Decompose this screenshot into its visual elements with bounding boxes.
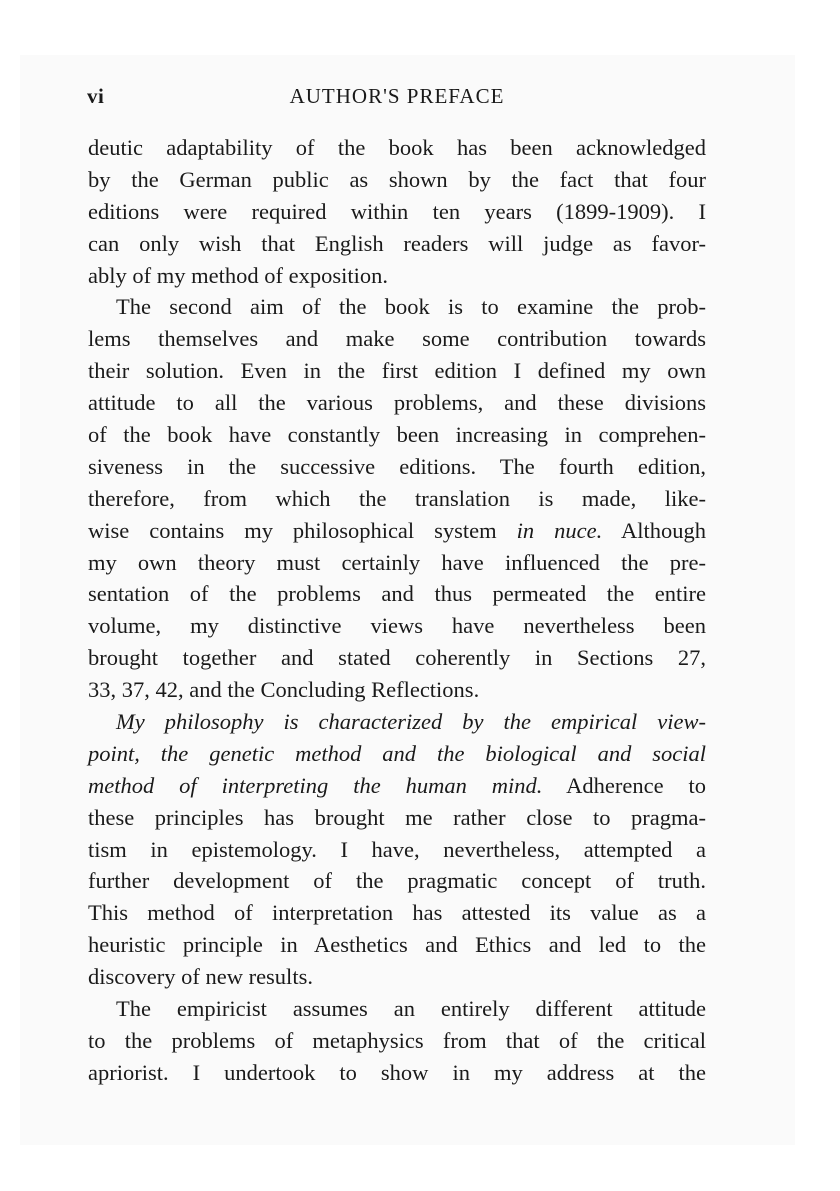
text-line: point, the genetic method and the biological and social: [88, 740, 706, 766]
text-line: apriorist. I undertook to show in my address at the: [88, 1059, 706, 1085]
text-line: discovery of new results.: [88, 964, 313, 990]
text-line: The empiricist assumes an entirely different attitude: [116, 996, 706, 1022]
text-line: editions were required within ten years (1899-1909). I: [88, 198, 706, 224]
text-line: brought together and stated coherently in Sections 27,: [88, 645, 706, 671]
text-line: wise contains my philosophical system in nuce. Although: [88, 517, 706, 543]
text-line: heuristic principle in Aesthetics and Ethics and led to the: [88, 932, 706, 958]
text-line: tism in epistemology. I have, nevertheless, attempted a: [88, 836, 706, 862]
body-text: [88, 132, 706, 1089]
text-line: volume, my distinctive views have nevertheless been: [88, 613, 706, 639]
text-line: sentation of the problems and thus permeated the entire: [88, 581, 706, 607]
text-line: My philosophy is characterized by the empirical view-: [116, 709, 706, 735]
text-line: method of interpreting the human mind. Adherence to: [88, 772, 706, 798]
text-line: This method of interpretation has attested its value as a: [88, 900, 706, 926]
text-line: 33, 37, 42, and the Concluding Reflections.: [88, 677, 480, 703]
text-line: can only wish that English readers will judge as favor-: [88, 230, 706, 256]
text-line: therefore, from which the translation is made, like-: [88, 485, 706, 511]
text-line: deutic adaptability of the book has been acknowledged: [88, 135, 706, 160]
page-header: [87, 84, 707, 118]
text-line: ably of my method of exposition.: [88, 262, 388, 288]
text-line: of the book have constantly been increasing in comprehen-: [88, 422, 706, 448]
text-line: my own theory must certainly have influenced the pre-: [88, 549, 706, 575]
text-line: by the German public as shown by the fact that four: [88, 166, 706, 192]
text-line: further development of the pragmatic concept of truth.: [88, 868, 706, 894]
text-line: siveness in the successive editions. The fourth edition,: [88, 453, 706, 479]
text-line: these principles has brought me rather close to pragma-: [88, 804, 706, 830]
text-line: The second aim of the book is to examine the prob-: [116, 294, 706, 320]
page-number: vi: [87, 84, 105, 108]
text-line: lems themselves and make some contribution towards: [88, 326, 706, 352]
text-line: to the problems of metaphysics from that of the critical: [88, 1027, 706, 1053]
text-line: attitude to all the various problems, and these divisions: [88, 390, 706, 416]
text-line: their solution. Even in the first edition I defined my own: [88, 358, 706, 384]
running-title: AUTHOR'S PREFACE: [289, 84, 505, 108]
